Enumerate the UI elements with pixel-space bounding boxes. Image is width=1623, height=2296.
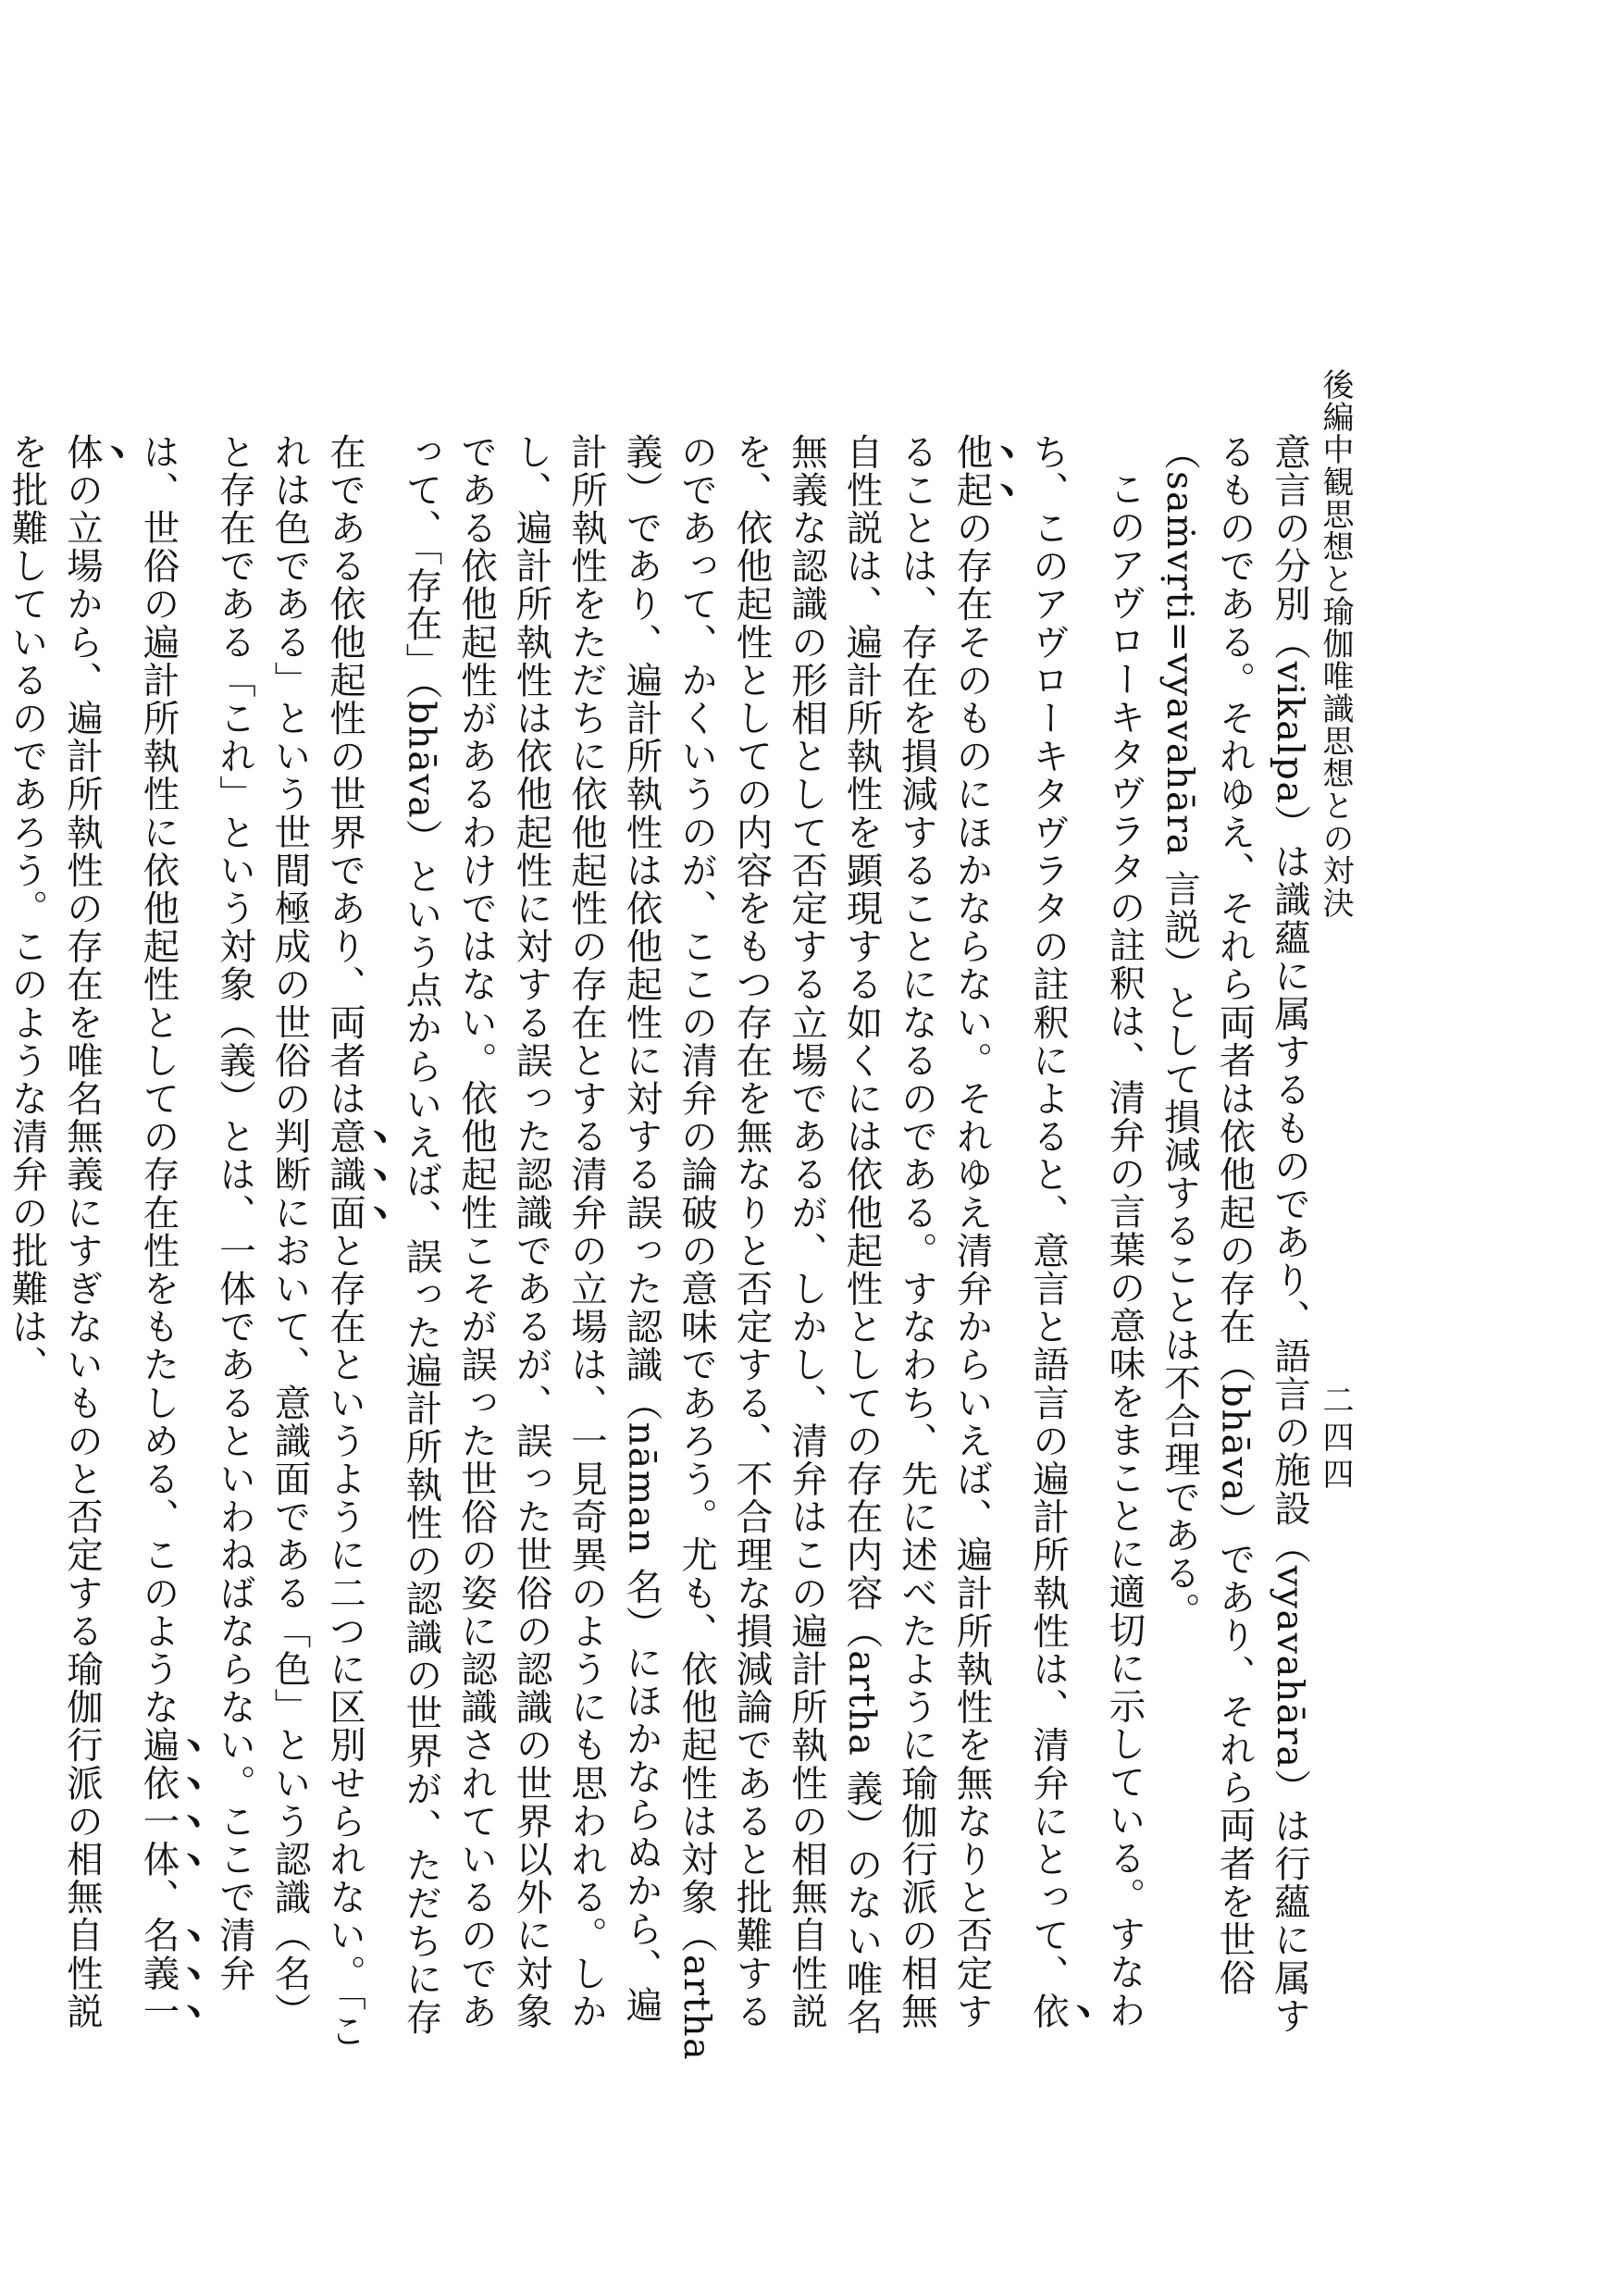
paragraph [0,433,1152,2062]
paragraph-text: の立場から、遍計所執性の存在を唯名無義にすぎないものと否定する瑜伽行派の相無自性説を批難しているのであろう。このような清弁の批難は、 [6,433,104,2031]
paragraph-text: 意言の分別（vikalpa）は識蘊に属するものであり、語言の施設（vyavahāra）は行蘊に属するものである。それゆえ、それら両者は依他起の存在（bhāva）であり、それら両者を世俗（saṁvṛti=vyavahāra 言説）として損減することは不合理である。 [1158,433,1311,2036]
paragraph-text: と存在というように二つに区別せられない。「これは色である」という世間極成の世俗の判断において、意識面である「色」という認識（名）と存在である「これ」という対象（義）とは、一体であるといわねばならない。ここで清弁は、世俗の遍計所執性に依他起性としての存在性をもたしめる、このような [137,433,366,2051]
paragraph [1152,433,1318,2062]
running-head-part: 後編 [1317,368,1354,433]
paragraph-text: 、 [137,1878,180,1917]
running-head [1312,368,1358,1016]
paragraph-text: の存在そのものにほかならない。それゆえ清弁からいえば、遍計所執性を無なりと否定することは、存在を損減することになるのである。すなわち、先に述べたように瑜伽行派の相無自性説は、遍計所執性を顕現する如くには依他起性としての存在内容（artha 義）のない唯名無義な認識の形相として否定する立場であるが、しかし、清弁はこの遍計所執性の相無自性説を、依他起性としての内容をもつ存在を無なりと否定する、不合理な損減論であると批難するのであって、かくいうのが、ここの清弁の論破の意味であろう。尤も、依他起性は対象（artha 義）であり、遍計所執性は依他起性に対する誤った認識（nāman 名）にほかならぬから、遍計所執性をただちに依他起性の存在とする清弁の立場は、一見奇異のようにも思われる。しかし、遍計所執性は依他起性に対する誤った認識であるが、誤った世俗の認識の世界以外に対象である依他起性があるわけではない。依他起性こそが誤った世俗の姿に認識されているのであって、「存在」（bhāva）という点からいえば、誤った遍計所執性の認識の世界が、ただちに存在である依他起性の世界であり、両者は [324,433,994,2062]
emphasized-text: 遍依一体 [137,1726,180,1879]
emphasized-text: 名義一体 [61,433,180,2031]
running-head-title: 中観思想と瑜伽唯識思想との対決 [1317,433,1354,919]
page-number: 二四四 [1317,1384,1354,1495]
body-text [6,433,1317,2062]
emphasized-text: 意識面 [324,1117,366,1233]
emphasized-text: 依他起 [950,433,1070,2031]
paragraph-text: このアヴローキタヴラタの註釈は、清弁の言葉の意味をまことに適切に示している。すなわち、このアヴローキタヴラタの註釈によると、意言と語言の遍計所執性は、清弁にとって、 [1027,433,1146,2029]
